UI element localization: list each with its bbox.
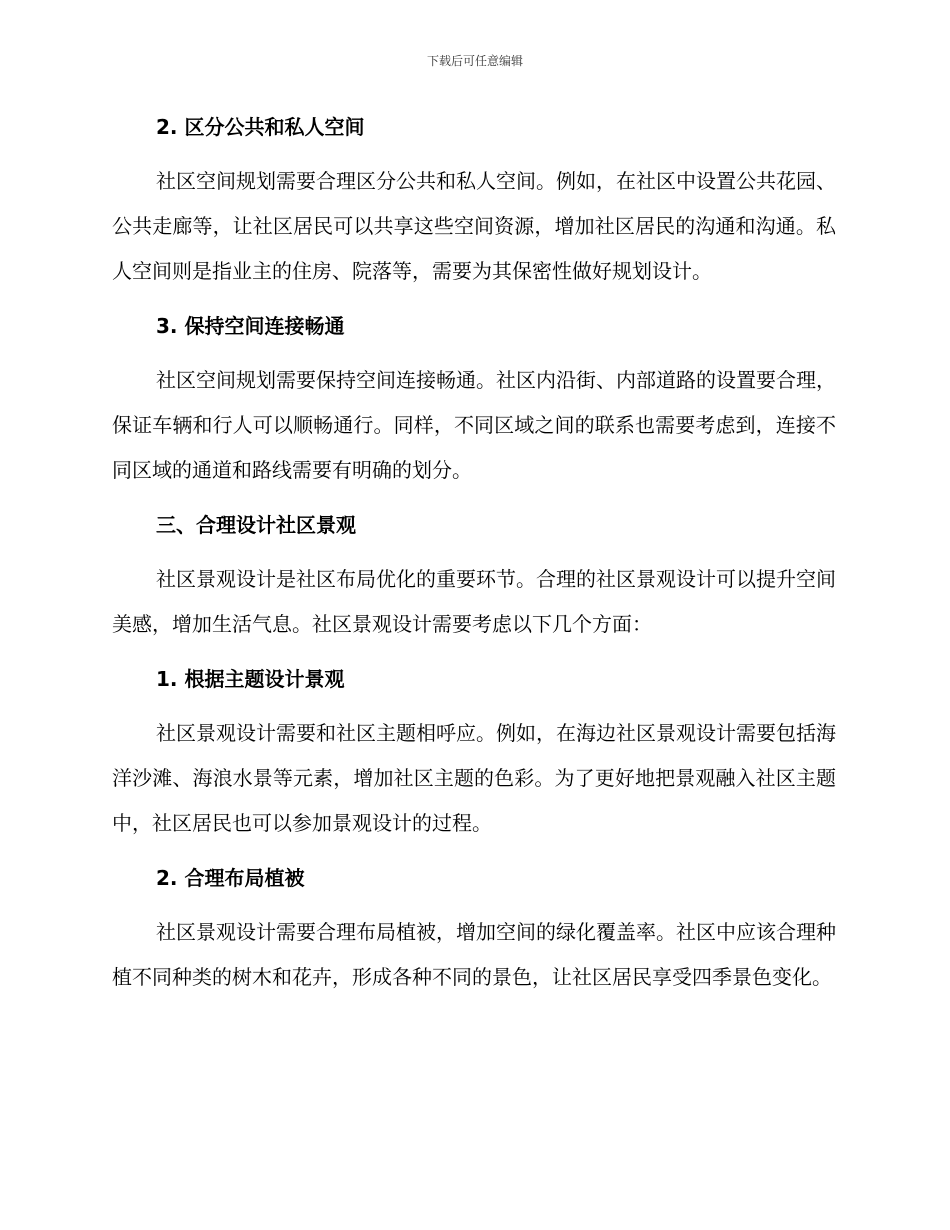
section-heading: 2. 合理布局植被 — [156, 866, 305, 890]
section-paragraph: 社区景观设计需要合理布局植被，增加空间的绿化覆盖率。社区中应该合理种植不同种类的树木和花卉，形成各种不同的景色，让社区居民享受四季景色变化。 — [112, 920, 836, 989]
page-header: 下载后可任意编辑 — [426, 54, 523, 68]
section-heading: 2. 区分公共和私人空间 — [156, 115, 365, 139]
section-heading: 3. 保持空间连接畅通 — [156, 314, 345, 338]
section-paragraph: 社区景观设计是社区布局优化的重要环节。合理的社区景观设计可以提升空间美感，增加生活气息。社区景观设计需要考虑以下几个方面： — [112, 567, 836, 636]
section-paragraph: 社区空间规划需要保持空间连接畅通。社区内沿街、内部道路的设置要合理，保证车辆和行人可以顺畅通行。同样，不同区域之间的联系也需要考虑到，连接不同区域的通道和路线需要有明确的划分。 — [112, 368, 836, 482]
document-body — [112, 112, 836, 1000]
section-paragraph: 社区景观设计需要和社区主题相呼应。例如，在海边社区景观设计需要包括海洋沙滩、海浪水景等元素，增加社区主题的色彩。为了更好地把景观融入社区主题中，社区居民也可以参加景观设计的过程。 — [112, 721, 836, 835]
section-paragraph: 社区空间规划需要合理区分公共和私人空间。例如，在社区中设置公共花园、公共走廊等，让社区居民可以共享这些空间资源，增加社区居民的沟通和沟通。私人空间则是指业主的住房、院落等，需要为其保密性做好规划设计。 — [112, 169, 836, 283]
section-heading: 三、合理设计社区景观 — [156, 513, 356, 537]
section-heading: 1. 根据主题设计景观 — [156, 667, 345, 691]
